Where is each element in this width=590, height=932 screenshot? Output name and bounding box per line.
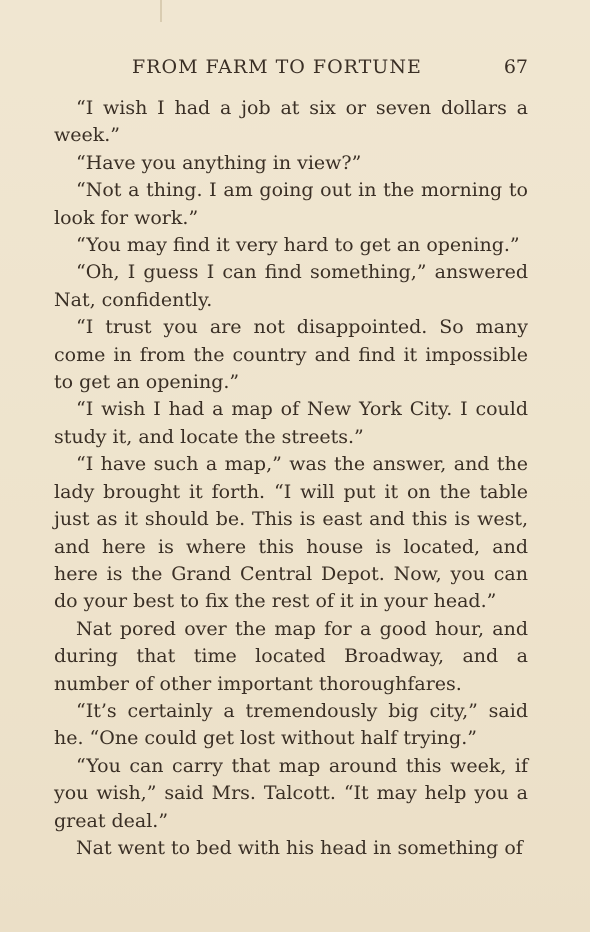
running-title: FROM FARM TO FORTUNE xyxy=(132,56,422,78)
paragraph: Nat went to bed with his head in something of xyxy=(76,836,523,859)
paragraph: “I wish I had a job at six or seven dollars a week.” xyxy=(54,97,528,147)
page-crease xyxy=(160,0,162,22)
paragraph: “Have you anything in view?” xyxy=(76,151,362,174)
paragraph: “I wish I had a map of New York City. I could study it, and locate the streets.” xyxy=(54,398,528,448)
page-header xyxy=(132,56,528,80)
body-text xyxy=(54,95,528,862)
page-number: 67 xyxy=(503,56,528,78)
paragraph: “I trust you are not disappointed. So many come in from the country and find it impossible to get an opening.” xyxy=(54,316,528,394)
paragraph: “You may find it very hard to get an opening.” xyxy=(76,234,520,257)
paragraph: “It’s certainly a tremendously big city,” said he. “One could get lost without half trying.” xyxy=(54,699,528,750)
paragraph: “You can carry that map around this week, if you wish,” said Mrs. Talcott. “It may help you a great deal.” xyxy=(54,754,528,832)
paragraph: Nat pored over the map for a good hour, and during that time located Broadway, and a number of other important thoroughfares. xyxy=(54,617,528,695)
paragraph: “Oh, I guess I can find something,” answered Nat, confidently. xyxy=(54,261,528,311)
paragraph: “I have such a map,” was the answer, and the lady brought it forth. “I will put it on the table just as it should be. This is east and this is west, and here is where this house is located, and here is the Grand Central Depot. Now, you can do your best to fix the rest of it in your head.” xyxy=(54,453,528,613)
paragraph: “Not a thing. I am going out in the morning to look for work.” xyxy=(54,179,528,229)
